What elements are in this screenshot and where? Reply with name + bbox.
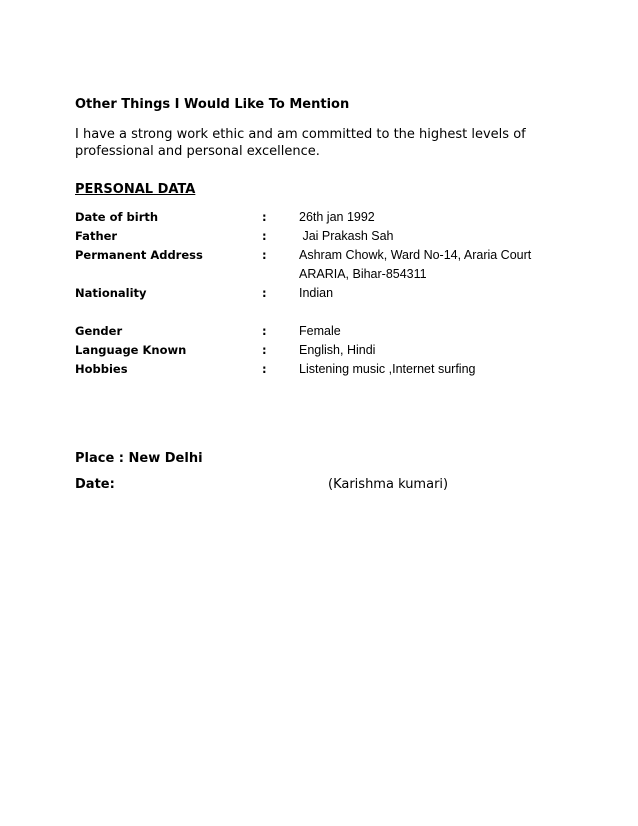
personal-row-gender — [75, 324, 575, 342]
personal-label: Gender — [75, 324, 123, 338]
personal-separator: : — [262, 324, 267, 338]
personal-row-father — [75, 229, 575, 247]
personal-value: Female — [299, 324, 341, 338]
personal-separator: : — [262, 210, 267, 224]
other-things-heading: Other Things I Would Like To Mention — [75, 97, 350, 112]
personal-value: 26th jan 1992 — [299, 210, 375, 224]
personal-separator: : — [262, 343, 267, 357]
personal-row-nationality — [75, 286, 575, 304]
personal-value: Indian — [299, 286, 334, 300]
personal-value: Jai Prakash Sah — [299, 229, 394, 243]
personal-value: English, Hindi — [299, 343, 376, 357]
personal-label: Language Known — [75, 343, 187, 357]
work-ethic-statement: I have a strong work ethic and am committed to the highest levels of professional and personal excellence. — [75, 127, 526, 159]
personal-value: Listening music ,Internet surfing — [299, 362, 476, 376]
personal-row-language-known — [75, 343, 575, 361]
personal-data-heading: PERSONAL DATA — [75, 182, 196, 197]
personal-label: Father — [75, 229, 118, 243]
personal-label: Permanent Address — [75, 248, 203, 262]
personal-separator: : — [262, 248, 267, 262]
personal-label: Hobbies — [75, 362, 128, 376]
personal-value: Ashram Chowk, Ward No-14, Araria Court — [299, 248, 532, 262]
personal-row-permanent-address — [75, 248, 575, 281]
personal-separator: : — [262, 229, 267, 243]
personal-separator: : — [262, 286, 267, 300]
personal-row-hobbies — [75, 362, 575, 380]
personal-label: Date of birth — [75, 210, 159, 224]
signature-name: (Karishma kumari) — [328, 477, 449, 492]
date-line: Date: — [75, 477, 115, 492]
personal-row-date-of-birth — [75, 210, 575, 228]
personal-value-line2: ARARIA, Bihar-854311 — [299, 267, 427, 281]
place-line: Place : New Delhi — [75, 451, 203, 466]
personal-separator: : — [262, 362, 267, 376]
personal-label: Nationality — [75, 286, 147, 300]
